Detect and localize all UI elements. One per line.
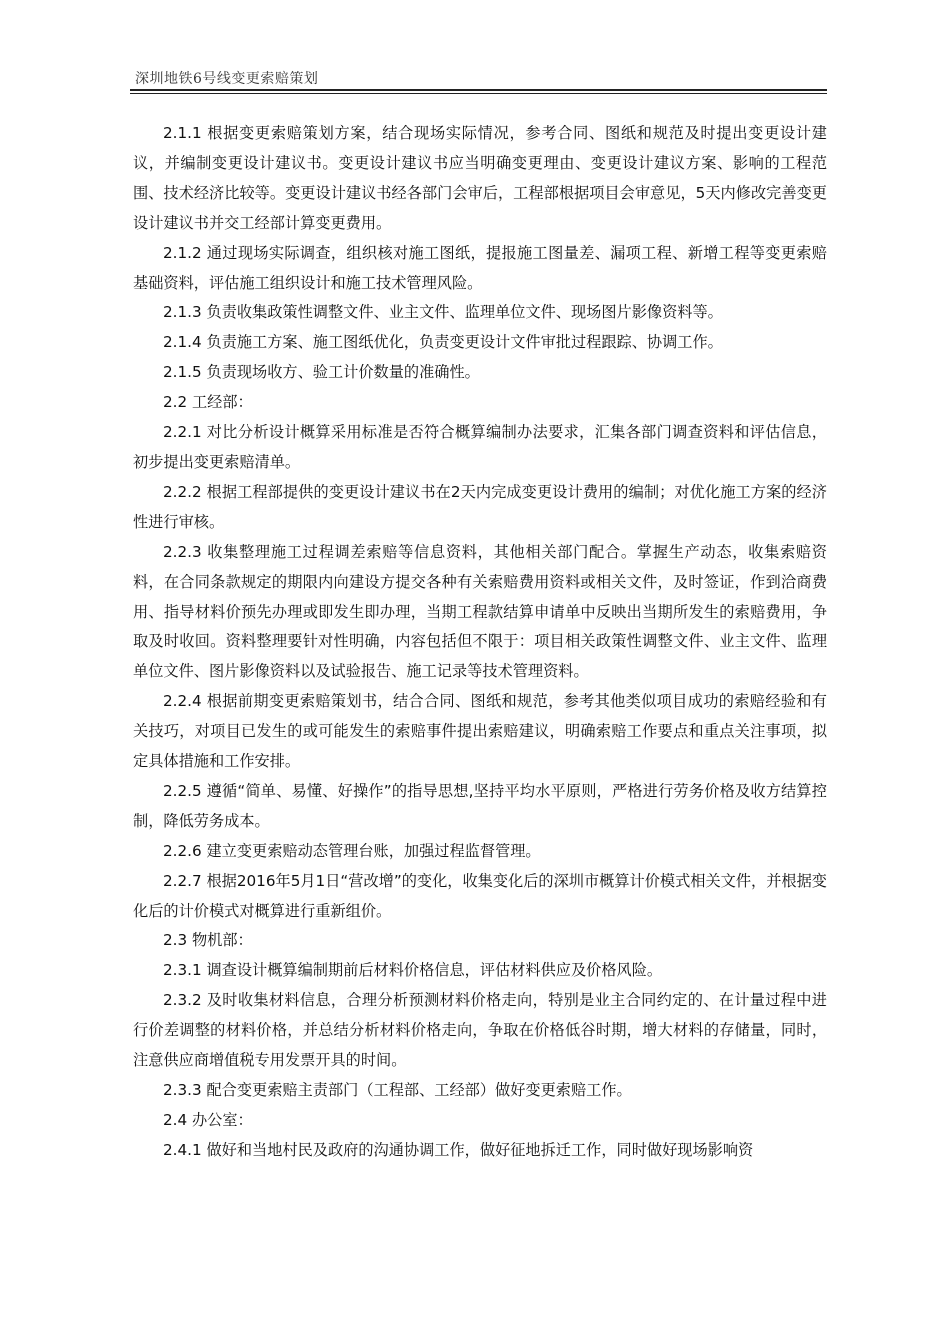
- body-text: [133, 119, 827, 1166]
- section-heading: 2.3 物机部：: [163, 931, 253, 950]
- paragraph: 2.3.3 配合变更索赔主责部门（工程部、工经部）做好变更索赔工作。: [163, 1081, 632, 1099]
- section-heading: 2.4 办公室：: [163, 1110, 253, 1129]
- paragraph: 2.2.2 根据工程部提供的变更设计建议书在2天内完成变更设计费用的编制；对优化施工方案的经济性进行审核。: [133, 482, 827, 531]
- header-title: 深圳地铁6号线变更索赔策划: [135, 71, 319, 87]
- paragraph: 2.3.2 及时收集材料信息，合理分析预测材料价格走向，特别是业主合同约定的、在计量过程中进行价差调整的材料价格，并总结分析材料价格走向，争取在价格低谷时期，增大材料的存储量，同时，注意供应商增值税专用发票开具的时间。: [133, 991, 827, 1070]
- paragraph: 2.2.1 对比分析设计概算采用标准是否符合概算编制办法要求，汇集各部门调查资料和评估信息，初步提出变更索赔清单。: [133, 423, 827, 471]
- header-rule-thin: [130, 93, 827, 94]
- paragraph: 2.2.7 根据2016年5月1日“营改增”的变化，收集变化后的深圳市概算计价模式相关文件，并根据变化后的计价模式对概算进行重新组价。: [133, 871, 827, 920]
- header-rule: [130, 89, 827, 91]
- paragraph: 2.2.6 建立变更索赔动态管理台账，加强过程监督管理。: [163, 841, 541, 860]
- page-header: [135, 70, 827, 90]
- paragraph: 2.2.3 收集整理施工过程调差索赔等信息资料，其他相关部门配合。掌握生产动态，收集索赔资料，在合同条款规定的期限内向建设方提交各种有关索赔费用资料或相关文件，及时签证，作到洽商费用、指导材料价预先办理或即发生即办理，当期工程款结算申请单中反映出当期所发生的索赔费用，争取及时收回。资料整理要针对性明确，内容包括但不限于：项目相关政策性调整文件、业主文件、监理单位文件、图片影像资料以及试验报告、施工记录等技术管理资料。: [133, 542, 827, 681]
- paragraph: 2.1.2 通过现场实际调查，组织核对施工图纸，提报施工图量差、漏项工程、新增工程等变更索赔基础资料，评估施工组织设计和施工技术管理风险。: [133, 243, 827, 292]
- paragraph: 2.2.4 根据前期变更索赔策划书，结合合同、图纸和规范，参考其他类似项目成功的索赔经验和有关技巧，对项目已发生的或可能发生的索赔事件提出索赔建议，明确索赔工作要点和重点关注事项，拟定具体措施和工作安排。: [133, 692, 827, 771]
- paragraph: 2.1.3 负责收集政策性调整文件、业主文件、监理单位文件、现场图片影像资料等。: [163, 303, 723, 322]
- paragraph: 2.2.5 遵循“简单、易懂、好操作”的指导思想,坚持平均水平原则，严格进行劳务价格及收方结算控制，降低劳务成本。: [133, 781, 827, 830]
- paragraph: 2.4.1 做好和当地村民及政府的沟通协调工作，做好征地拆迁工作，同时做好现场影响资: [163, 1140, 754, 1159]
- paragraph: 2.1.1 根据变更索赔策划方案，结合现场实际情况，参考合同、图纸和规范及时提出变更设计建议，并编制变更设计建议书。变更设计建议书应当明确变更理由、变更设计建议方案、影响的工程范围、技术经济比较等。变更设计建议书经各部门会审后，工程部根据项目会审意见，5天内修改完善变更设计建议书并交工经部计算变更费用。: [133, 124, 827, 232]
- paragraph: 2.3.1 调查设计概算编制期前后材料价格信息，评估材料供应及价格风险。: [163, 961, 663, 980]
- paragraph: 2.1.4 负责施工方案、施工图纸优化，负责变更设计文件审批过程跟踪、协调工作。: [163, 333, 723, 352]
- section-heading: 2.2 工经部：: [163, 393, 253, 412]
- paragraph: 2.1.5 负责现场收方、验工计价数量的准确性。: [163, 363, 480, 382]
